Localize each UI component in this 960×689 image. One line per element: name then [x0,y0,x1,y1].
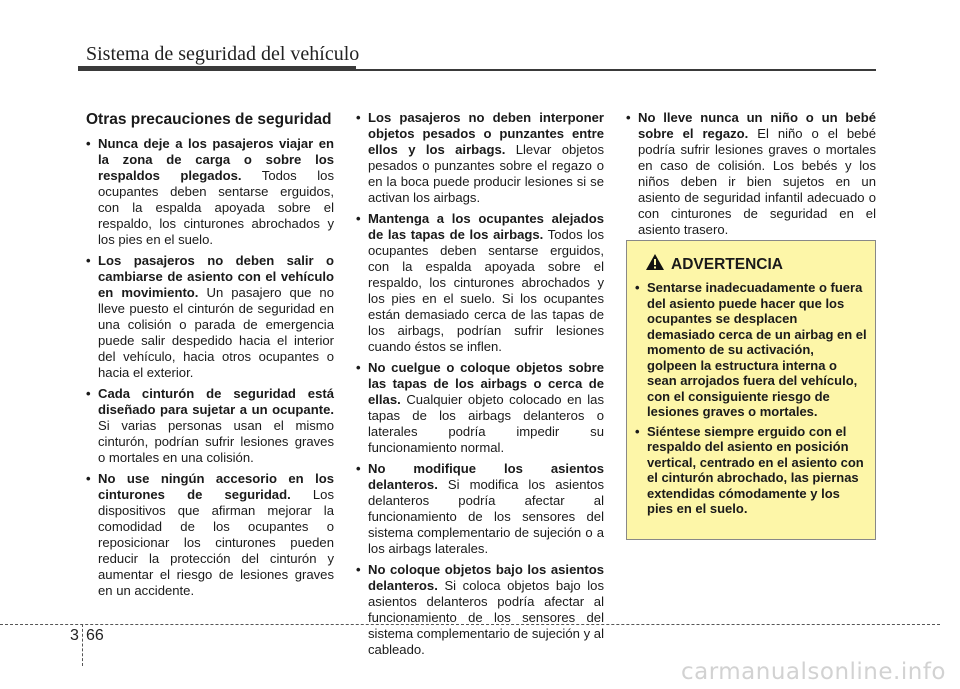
bullet-bold-text: No lleve nunca un niño o un bebé sobre el regazo. [638,110,876,141]
column-2 [356,110,604,663]
footer-rule [0,624,940,625]
header-rule-thin [356,69,876,71]
bullet-text: Si varias personas usan el mismo cinturón, podrían sufrir lesiones graves o mortales en una colisión. [98,418,334,465]
warning-box [626,240,876,540]
list-item [356,360,604,456]
page-number: 66 [86,627,104,644]
list-item [356,461,604,557]
bullet-bold-text: No use ningún accesorio en los cinturones de seguridad. [98,471,334,502]
bullet-text: Todos los ocupantes deben sentarse erguidos, con la espalda apoyada sobre el respaldo, los cinturones abrochados y los pies en el suelo. [98,168,334,247]
list-item [86,471,334,599]
page-number-divider [82,624,83,666]
header-rule-thick [78,66,356,71]
warning-header [645,253,867,276]
warning-list-item [635,424,867,517]
bullet-text: Un pasajero que no lleve puesto el cinturón de seguridad en una colisión o parada de emergencia puede salir despedido hacia el interior del vehículo, hacia otros ocupantes o hacia el exterior. [98,285,334,380]
bullet-text: Cualquier objeto colocado en las tapas de los airbags delanteros o laterales podría impedir su funcionamiento normal. [368,392,604,455]
list-item [356,211,604,355]
warning-text: • Sentarse inadecuadamente o fuera del asiento puede hacer que los ocupantes se desplacen demasiado cerca de un airbag en el momento de su activación, golpeen la estructura interna o sean arrojados fuera del vehículo, con el consiguiente riesgo de lesiones graves o mortales. [647,280,867,419]
list-item [86,253,334,381]
column-1 [86,110,334,604]
list-item [86,136,334,248]
warning-text: • Siéntese siempre erguido con el respaldo del asiento en posición vertical, centrado en el asiento con el cinturón abrochado, las piernas extendidas cómodamente y los pies en el suelo. [647,423,864,516]
list-item [86,386,334,466]
bullet-text: Si coloca objetos bajo los asientos delanteros podría afectar al funcionamiento de los sensores del sistema complementario de sujeción y al cableado. [368,578,604,657]
section-number: 3 [70,627,79,644]
bullet-text: Todos los ocupantes deben sentarse erguidos, con la espalda apoyada sobre el respaldo, los cinturones abrochados y los pies en el suelo. Si los ocupantes están demasiado cerca de las tapas de los airbags, podrían sufrir lesiones cuando éstos se inflen. [368,227,604,354]
bullet-bold-text: No modifique los asientos delanteros. [368,461,604,492]
bullet-bold-text: No cuelgue o coloque objetos sobre las tapas de los airbags o cerca de ellas. [368,360,604,407]
bullet-bold-text: Los pasajeros no deben interponer objetos pesados o punzantes entre ellos y los airbags. [368,110,604,157]
warning-list-item [635,280,867,420]
bullet-text: Si modifica los asientos delanteros podría afectar al funcionamiento de los sensores del sistema complementario de sujeción o a los airbags laterales. [368,477,604,556]
header-title: Sistema de seguridad del vehículo [86,43,360,65]
bullet-bold-text: Mantenga a los ocupantes alejados de las tapas de los airbags. [368,211,604,242]
warning-triangle-icon [645,253,665,276]
bullet-text: Llevar objetos pesados o punzantes sobre el regazo o en la boca puede producir lesiones si se activan los airbags. [368,142,604,205]
column-3 [626,110,876,243]
warning-title: ADVERTENCIA [671,255,783,273]
bullet-bold-text: Los pasajeros no deben salir o cambiarse de asiento con el vehículo en movimiento. [98,253,334,300]
section-heading: Otras precauciones de seguridad [86,111,332,128]
list-item [356,562,604,658]
bullet-bold-text: No coloque objetos bajo los asientos delanteros. [368,562,604,593]
list-item [626,110,876,238]
bullet-text: Los dispositivos que afirman mejorar la comodidad de los ocupantes o reposicionar los cinturones pueden reducir la protección del cinturón y aumentar el riesgo de lesiones graves en un accidente. [98,487,334,598]
bullet-bold-text: Cada cinturón de seguridad está diseñado para sujetar a un ocupante. [98,386,334,417]
bullet-text: El niño o el bebé podría sufrir lesiones graves o mortales en caso de colisión. Los bebés y los niños deben ir bien sujetos en un asiento de seguridad infantil adecuado o con cinturones de seguridad en el asiento trasero. [638,126,876,237]
watermark: carmanualsonline.info [680,659,946,685]
list-item [356,110,604,206]
bullet-bold-text: Nunca deje a los pasajeros viajar en la zona de carga o sobre los respaldos plegados. [98,136,334,183]
